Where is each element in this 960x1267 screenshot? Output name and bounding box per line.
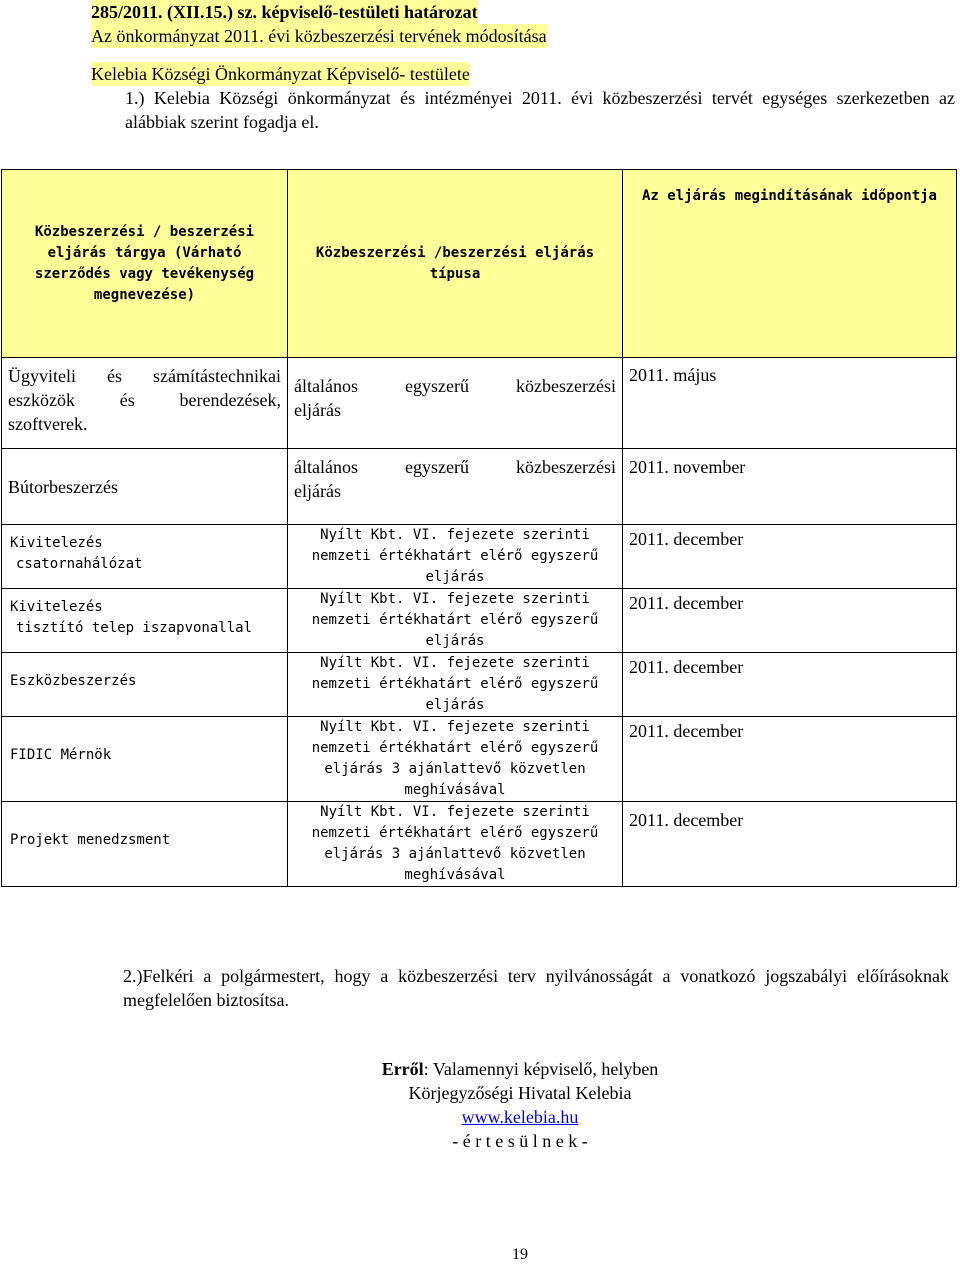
table-row	[2, 449, 957, 525]
about-rest: : Valamennyi képviselő, helyben	[423, 1059, 659, 1079]
row-date: 2011. május	[623, 358, 957, 449]
row-date: 2011. december	[623, 653, 957, 717]
point-1-text: 1.) Kelebia Községi önkormányzat és intézményei 2011. évi közbeszerzési tervét egységes szerkezetben az alábbiak szerint fogadja el.	[125, 88, 955, 132]
body-name: Kelebia Községi Önkormányzat Képviselő- testülete	[91, 64, 470, 84]
office-name: Körjegyzőségi Hivatal Kelebia	[408, 1083, 632, 1103]
row-type: általános egyszerű közbeszerzési	[294, 376, 616, 396]
row-subject-cont: csatornahálózat	[16, 556, 143, 572]
row-subject: Bútorbeszerzés	[2, 449, 288, 525]
document-header	[91, 0, 955, 134]
table-row	[2, 358, 957, 449]
table-row	[2, 525, 957, 589]
header-type: Közbeszerzési /beszerzési eljárás típusa	[288, 170, 623, 358]
row-type: Nyílt Kbt. VI. fejezete szerinti nemzeti értékhatárt elérő egyszerű eljárás 3 ajánlattevő közvetlen meghívásával	[288, 802, 623, 887]
row-type: Nyílt Kbt. VI. fejezete szerinti nemzeti értékhatárt elérő egyszerű eljárás 3 ajánlattevő közvetlen meghívásával	[288, 717, 623, 802]
row-date: 2011. december	[623, 525, 957, 589]
table-row	[2, 589, 957, 653]
row-type: Nyílt Kbt. VI. fejezete szerinti nemzeti értékhatárt elérő egyszerű eljárás	[288, 653, 623, 717]
row-subject: Kivitelezés	[10, 535, 103, 551]
procurement-plan-table	[1, 169, 957, 887]
row-date: 2011. december	[623, 802, 957, 887]
website-link[interactable]: www.kelebia.hu	[461, 1107, 579, 1127]
table-header-row	[2, 170, 957, 358]
row-type-cont: eljárás	[294, 481, 341, 501]
page-number: 19	[512, 1246, 528, 1263]
row-type: általános egyszerű közbeszerzési	[294, 457, 616, 477]
resolution-subject: Az önkormányzat 2011. évi közbeszerzési tervének módosítása	[91, 26, 547, 46]
row-subject: Ügyviteli és számítástechnikai eszközök és berendezések, szoftverek.	[8, 366, 281, 434]
row-subject: FIDIC Mérnök	[2, 717, 288, 802]
about-label: Erről	[381, 1059, 424, 1079]
row-date: 2011. december	[623, 589, 957, 653]
row-subject-cont: tisztító telep iszapvonallal	[16, 620, 253, 636]
row-subject: Kivitelezés	[10, 599, 103, 615]
table-row	[2, 717, 957, 802]
header-subject: Közbeszerzési / beszerzési eljárás tárgya (Várható szerződés vagy tevékenység megnevezése)	[2, 170, 288, 358]
row-subject: Eszközbeszerzés	[2, 653, 288, 717]
row-subject: Projekt menedzsment	[2, 802, 288, 887]
notify-line	[0, 1057, 960, 1081]
notified-label: - é r t e s ü l n e k -	[452, 1131, 588, 1151]
row-date: 2011. december	[623, 717, 957, 802]
header-start-date: Az eljárás megindításának időpontja	[623, 170, 957, 358]
point-2-text: 2.)Felkéri a polgármestert, hogy a közbeszerzési terv nyilvánosságát a vonatkozó jogszabályi előírásoknak megfelelően biztosítsa.	[123, 966, 949, 1010]
resolution-number: 285/2011. (XII.15.) sz. képviselő-testületi határozat	[91, 2, 478, 22]
table-row	[2, 653, 957, 717]
row-type: Nyílt Kbt. VI. fejezete szerinti nemzeti értékhatárt elérő egyszerű eljárás	[288, 589, 623, 653]
row-date: 2011. november	[623, 449, 957, 525]
row-type: Nyílt Kbt. VI. fejezete szerinti nemzeti értékhatárt elérő egyszerű eljárás	[288, 525, 623, 589]
distribution-footer	[0, 1057, 960, 1153]
table-row	[2, 802, 957, 887]
row-type-cont: eljárás	[294, 400, 341, 420]
